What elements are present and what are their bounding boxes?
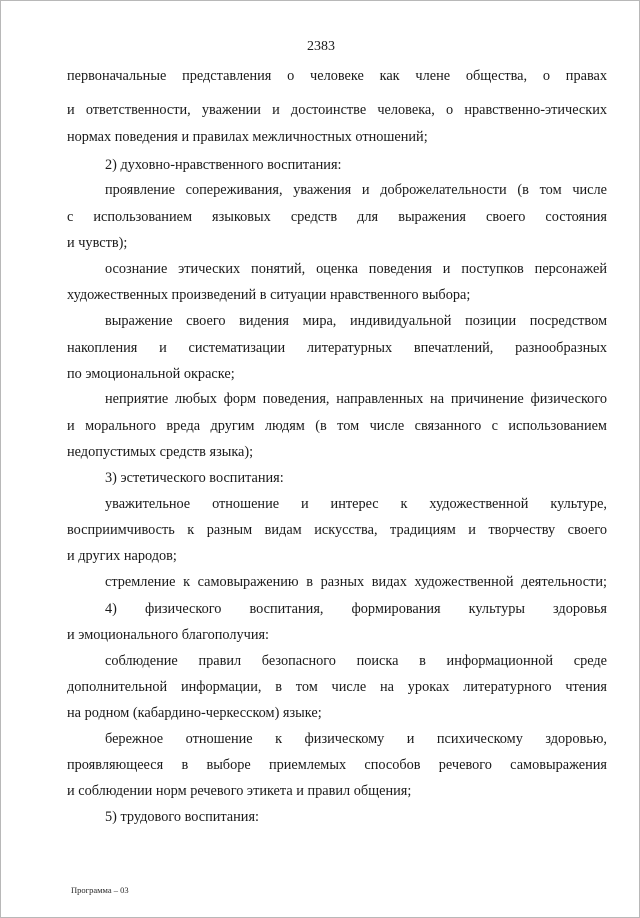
section-heading: 3) эстетического воспитания: — [105, 470, 284, 486]
text-line: по эмоциональной окраске; — [67, 366, 235, 382]
text-line: проявление сопереживания, уважения и доброжелательности (в том числе — [105, 182, 607, 198]
text-line: и ответственности, уважении и достоинстве человека, о нравственно-этических — [67, 102, 607, 118]
text-line: первоначальные представления о человеке как члене общества, о правах — [67, 68, 607, 84]
text-line: и эмоционального благополучия: — [67, 627, 270, 643]
page-number: 2383 — [307, 39, 335, 54]
text-line: и чувств); — [67, 235, 128, 251]
text-line: художественных произведений в ситуации нравственного выбора; — [67, 287, 471, 303]
text-line: и других народов; — [67, 548, 177, 564]
text-line: проявляющееся в выборе приемлемых способов речевого самовыражения — [67, 757, 607, 773]
text-line: с использованием языковых средств для выражения своего состояния — [67, 209, 607, 225]
text-line: на родном (кабардино-черкесском) языке; — [67, 705, 322, 721]
text-line: выражение своего видения мира, индивидуальной позиции посредством — [105, 313, 607, 329]
text-line: неприятие любых форм поведения, направленных на причинение физического — [105, 391, 607, 407]
text-line: накопления и систематизации литературных впечатлений, разнообразных — [67, 340, 607, 356]
document-footer: Программа – 03 — [71, 885, 129, 895]
section-heading: 5) трудового воспитания: — [105, 809, 259, 825]
text-line: соблюдение правил безопасного поиска в информационной среде — [105, 653, 607, 669]
section-heading: 2) духовно-нравственного воспитания: — [105, 157, 342, 173]
text-line: недопустимых средств языка); — [67, 444, 254, 460]
text-line: осознание этических понятий, оценка поведения и поступков персонажей — [105, 261, 607, 277]
text-line: дополнительной информации, в том числе на уроках литературного чтения — [67, 679, 607, 695]
text-line: и морального вреда другим людям (в том числе связанного с использованием — [67, 418, 607, 434]
text-line: бережное отношение к физическому и психическому здоровью, — [105, 731, 607, 747]
text-line: уважительное отношение и интерес к художественной культуре, — [105, 496, 607, 512]
text-line: восприимчивость к разным видам искусства, традициям и творчеству своего — [67, 522, 607, 538]
text-line: стремление к самовыражению в разных видах художественной деятельности; — [105, 574, 607, 590]
text-line: и соблюдении норм речевого этикета и правил общения; — [67, 783, 412, 799]
section-heading: 4) физического воспитания, формирования культуры здоровья — [105, 601, 607, 617]
text-line: нормах поведения и правилах межличностных отношений; — [67, 129, 428, 145]
